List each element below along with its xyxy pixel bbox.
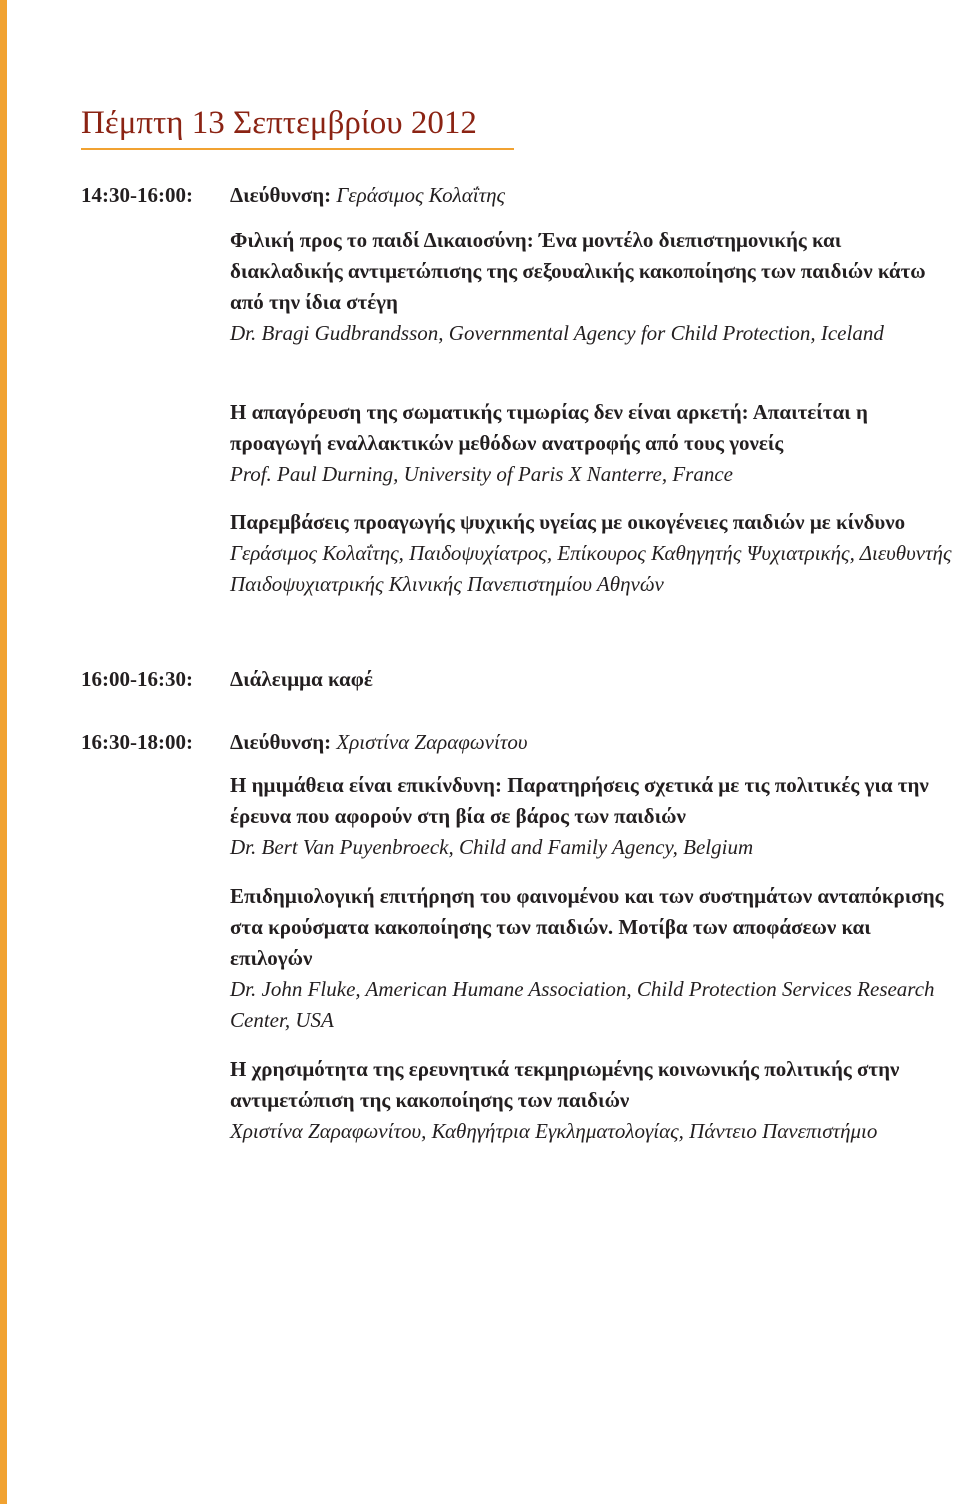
- talk-item: [230, 507, 958, 600]
- talk-item: [230, 770, 958, 863]
- talk-speaker: Dr. Bragi Gudbrandsson, Governmental Agency for Child Protection, Iceland: [230, 321, 884, 345]
- chair-name: Γεράσιμος Κολαΐτης: [336, 183, 506, 207]
- talk-title: Επιδημιολογική επιτήρηση του φαινομένου και των συστημάτων ανταπόκρισης στα κρούσματα κακοποίησης των παιδιών. Μοτίβα των αποφάσεων και επιλογών: [230, 884, 944, 970]
- talk-item: [230, 397, 958, 490]
- session-time: 16:30-18:00:: [81, 730, 193, 754]
- session-time: 16:00-16:30:: [81, 667, 193, 691]
- talk-speaker: Γεράσιμος Κολαΐτης, Παιδοψυχίατρος, Επίκουρος Καθηγητής Ψυχιατρικής, Διευθυντής Παιδοψυχιατρικής Κλινικής Πανεπιστημίου Αθηνών: [230, 541, 952, 596]
- talk-item: [230, 1054, 958, 1147]
- chair-label: Διεύθυνση:: [230, 730, 332, 754]
- coffee-break-label: Διάλειμμα καφέ: [230, 667, 373, 691]
- chair-label: Διεύθυνση:: [230, 183, 332, 207]
- talk-item: [230, 225, 958, 349]
- session-chair-line: [230, 664, 373, 694]
- talk-speaker: Dr. John Fluke, American Humane Association, Child Protection Services Research Center, USA: [230, 977, 935, 1032]
- talk-speaker: Χριστίνα Ζαραφωνίτου, Καθηγήτρια Εγκληματολογίας, Πάντειο Πανεπιστήμιο: [230, 1119, 878, 1143]
- title-underline: [81, 148, 514, 150]
- talk-item: [230, 881, 958, 1036]
- session-time: 14:30-16:00:: [81, 183, 193, 207]
- page-title: Πέμπτη 13 Σεπτεμβρίου 2012: [81, 105, 477, 141]
- talk-title: Η χρησιμότητα της ερευνητικά τεκμηριωμένης κοινωνικής πολιτικής στην αντιμετώπιση της κακοποίησης των παιδιών: [230, 1057, 900, 1112]
- chair-name: Χριστίνα Ζαραφωνίτου: [336, 730, 528, 754]
- talk-title: Η ημιμάθεια είναι επικίνδυνη: Παρατηρήσεις σχετικά με τις πολιτικές για την έρευνα που αφορούν στη βία σε βάρος των παιδιών: [230, 773, 929, 828]
- session-chair-line: [230, 180, 505, 210]
- talk-title: Η απαγόρευση της σωματικής τιμωρίας δεν είναι αρκετή: Απαιτείται η προαγωγή εναλλακτικών μεθόδων ανατροφής από τους γονείς: [230, 400, 868, 455]
- left-accent-bar: [0, 0, 7, 1504]
- session-chair-line: [230, 727, 528, 757]
- talk-speaker: Dr. Bert Van Puyenbroeck, Child and Family Agency, Belgium: [230, 835, 754, 859]
- talk-title: Παρεμβάσεις προαγωγής ψυχικής υγείας με οικογένειες παιδιών με κίνδυνο: [230, 510, 906, 534]
- talk-speaker: Prof. Paul Durning, University of Paris X Nanterre, France: [230, 462, 733, 486]
- talk-title: Φιλική προς το παιδί Δικαιοσύνη: Ένα μοντέλο διεπιστημονικής και διακλαδικής αντιμετώπισης της σεξουαλικής κακοποίησης των παιδιών κάτω από την ίδια στέγη: [230, 228, 926, 314]
